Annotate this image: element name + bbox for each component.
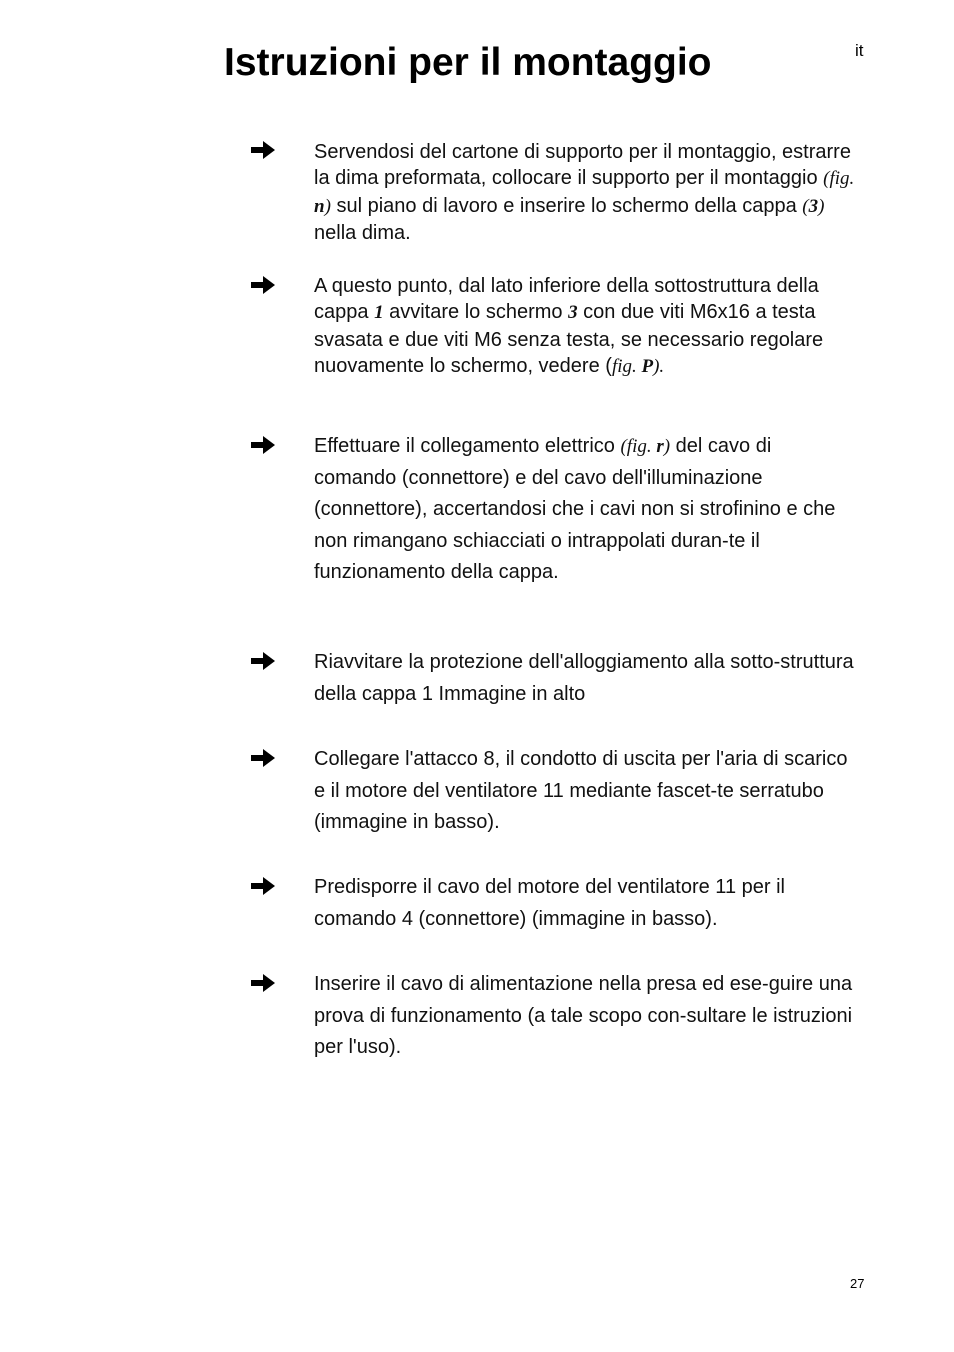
- step-text: [314, 647, 859, 710]
- page-title: Istruzioni per il montaggio: [224, 41, 712, 84]
- figure-reference: fig.: [611, 355, 642, 377]
- right-arrow-icon: [250, 748, 278, 768]
- step-text-segment: Predisporre il cavo del motore del ventilatore 11 per il comando 4 (connettore) (immagine in basso).: [314, 876, 785, 930]
- right-arrow-icon: [250, 651, 278, 671]
- figure-reference: ): [663, 436, 671, 457]
- step-text-segment: Servendosi del cartone di supporto per il montaggio, estrarre la dima preformata, collocare il supporto per il montaggio: [314, 141, 851, 190]
- step-text: [314, 139, 859, 246]
- figure-reference-label: n: [314, 195, 325, 217]
- step-text-segment: Riavvitare la protezione dell'alloggiamento alla sotto-struttura della cappa 1 Immagine in alto: [314, 651, 854, 705]
- figure-reference-label: 1: [374, 302, 384, 324]
- figure-reference: ).: [653, 355, 665, 377]
- right-arrow-icon: [250, 140, 278, 160]
- figure-reference-label: 3: [568, 302, 578, 324]
- figure-reference-label: r: [656, 436, 664, 457]
- language-code: it: [855, 41, 864, 60]
- page-number: 27: [850, 1276, 865, 1291]
- step-text-segment: A questo punto, dal lato inferiore della sottostruttura della cappa: [314, 275, 819, 324]
- step-text: [314, 969, 859, 1064]
- step-text-segment: avvitare lo schermo: [383, 301, 569, 324]
- figure-reference-label: 3: [808, 195, 819, 217]
- step-text: [314, 872, 859, 935]
- right-arrow-icon: [250, 876, 278, 896]
- figure-reference: (: [802, 195, 809, 217]
- step-text: [314, 744, 859, 839]
- right-arrow-icon: [250, 973, 278, 993]
- step-text-segment: Inserire il cavo di alimentazione nella presa ed ese-guire una prova di funzionamento (a tale scopo con-sultare le istruzioni per l'uso).: [314, 973, 853, 1058]
- right-arrow-icon: [250, 435, 278, 455]
- figure-reference: (fig.: [620, 436, 657, 457]
- right-arrow-icon: [250, 275, 278, 295]
- step-text-segment: Effettuare il collegamento elettrico: [314, 435, 621, 457]
- step-text-segment: con due viti M6x16 a testa svasata e due viti M6 senza testa, se necessario regolare nuovamente lo schermo, vedere (: [314, 301, 824, 377]
- step-text: [314, 273, 859, 380]
- figure-reference: (fig.: [823, 168, 855, 190]
- step-text-segment: del cavo di comando (connettore) e del cavo dell'illuminazione (connettore), accertandosi che i cavi non si strofinino e che non rimangano schiacciati o intrappolati duran-te il funzionamento della cappa.: [314, 435, 836, 583]
- step-text-segment: sul piano di lavoro e inserire lo schermo della cappa: [330, 194, 803, 217]
- figure-reference: ): [818, 195, 825, 217]
- step-text: [314, 431, 859, 589]
- figure-reference-label: P: [641, 355, 654, 377]
- figure-reference: ): [324, 195, 331, 217]
- step-text-segment: Collegare l'attacco 8, il condotto di uscita per l'aria di scarico e il motore del ventilatore 11 mediante fascet-te serratubo (immagine in basso).: [314, 748, 848, 833]
- step-text-segment: nella dima.: [314, 221, 411, 244]
